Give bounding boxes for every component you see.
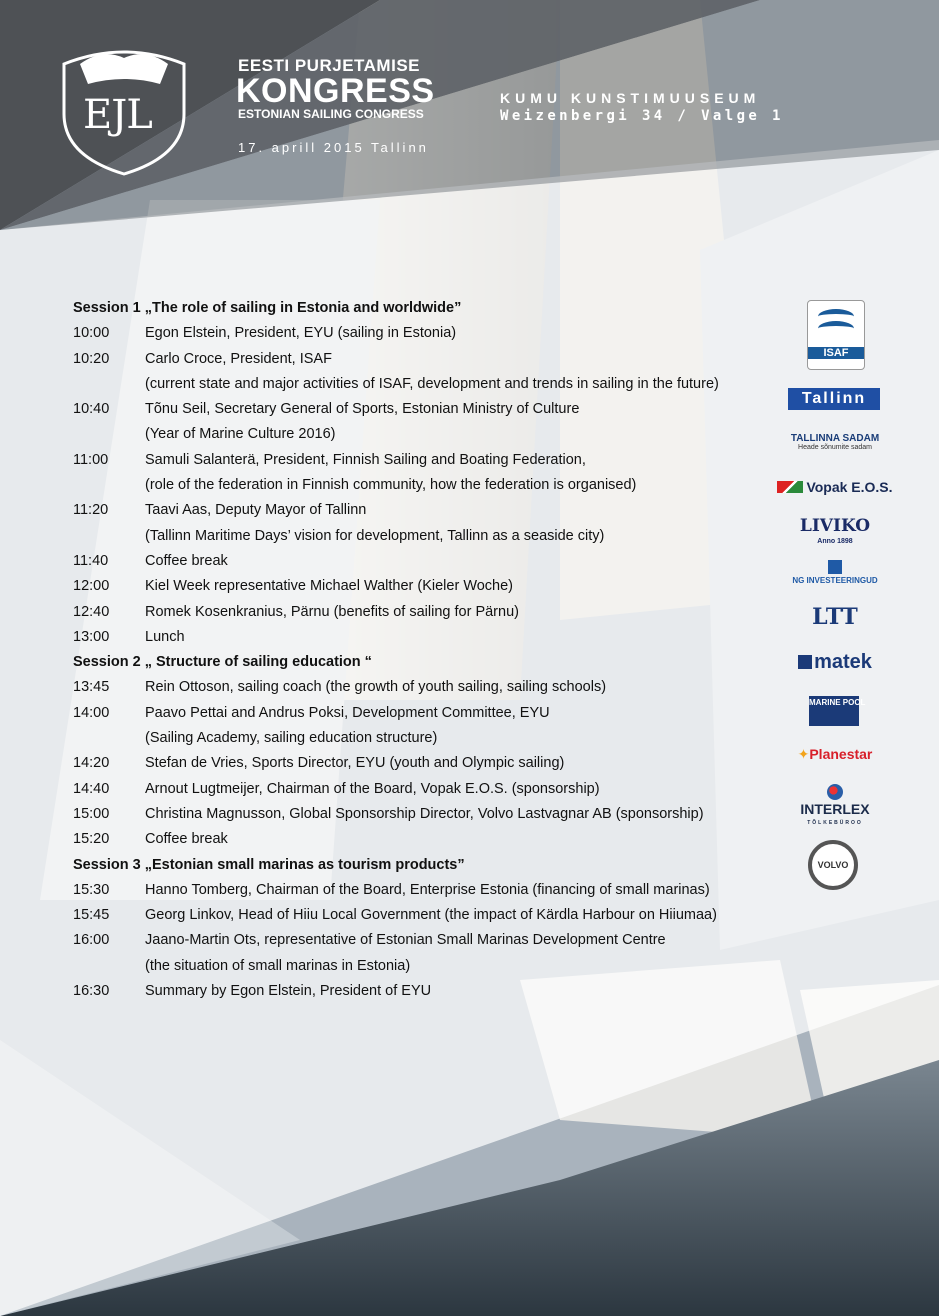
agenda-text: Lunch: [145, 628, 185, 645]
title-line-3: ESTONIAN SAILING CONGRESS: [238, 107, 424, 121]
planestar-label: Planestar: [809, 746, 873, 762]
agenda-time: 11:00: [73, 451, 109, 468]
agenda-item: [73, 498, 793, 523]
agenda-text: Christina Magnusson, Global Sponsorship Director, Volvo Lastvagnar AB (sponsorship): [145, 805, 704, 822]
agenda-text: Rein Ottoson, sailing coach (the growth of youth sailing, sailing schools): [145, 679, 607, 696]
agenda-item: [73, 726, 793, 751]
date-line: 17. aprill 2015 Tallinn: [238, 140, 429, 155]
ng-investeeringud-logo: [772, 560, 898, 585]
agenda-item: [73, 979, 793, 1004]
agenda-text: Stefan de Vries, Sports Director, EYU (youth and Olympic sailing): [145, 755, 565, 772]
agenda-time: 15:20: [73, 831, 110, 848]
planestar-logo: [772, 746, 898, 763]
matek-logo: [772, 652, 898, 672]
agenda-text: (Sailing Academy, sailing education structure): [145, 730, 438, 747]
agenda-text: Arnout Lugtmeijer, Chairman of the Board, Vopak E.O.S. (sponsorship): [145, 780, 600, 797]
title-line-2: KONGRESS: [236, 72, 435, 110]
agenda-item: [73, 372, 793, 397]
wave-icon: [818, 321, 854, 336]
session-title: Session 3 „Estonian small marinas as tourism products”: [73, 856, 465, 873]
session-heading: [73, 650, 793, 675]
matek-mark-icon: [798, 655, 812, 669]
agenda-text: Carlo Croce, President, ISAF: [145, 350, 332, 367]
agenda-time: 16:00: [73, 932, 110, 949]
agenda-text: Taavi Aas, Deputy Mayor of Tallinn: [145, 502, 367, 519]
liviko-label: LIVIKO: [799, 516, 871, 536]
agenda-time: 15:45: [73, 907, 110, 924]
liviko-logo: [772, 518, 898, 550]
agenda-list: [73, 296, 793, 1004]
matek-label: matek: [814, 651, 872, 673]
agenda-time: 13:45: [73, 679, 110, 696]
agenda-item: [73, 928, 793, 953]
agenda-item: [73, 473, 793, 498]
session-title: Session 1 „The role of sailing in Estonia and worldwide”: [73, 300, 462, 316]
agenda-text: Hanno Tomberg, Chairman of the Board, Enterprise Estonia (financing of small marinas): [145, 881, 710, 898]
vopak-logo: [772, 479, 898, 495]
agenda-item: [73, 878, 793, 903]
agenda-text: Tõnu Seil, Secretary General of Sports, Estonian Ministry of Culture: [145, 401, 580, 418]
agenda-item: [73, 701, 793, 726]
agenda-item: [73, 549, 793, 574]
agenda-item: [73, 625, 793, 650]
agenda-time: 12:40: [73, 603, 110, 620]
agenda-item: [73, 397, 793, 422]
session-heading: [73, 296, 793, 321]
venue-address: Weizenbergi 34 / Valge 1: [500, 108, 784, 124]
sadam-label: TALLINNA SADAM: [790, 433, 880, 444]
agenda-item: [73, 321, 793, 346]
agenda-text: Paavo Pettai and Andrus Poksi, Development Committee, EYU: [145, 704, 550, 721]
agenda-text: Summary by Egon Elstein, President of EYU: [145, 983, 432, 1000]
agenda-text: Jaano-Martin Ots, representative of Estonian Small Marinas Development Centre: [145, 932, 666, 949]
agenda-text: (Tallinn Maritime Days’ vision for development, Tallinn as a seaside city): [145, 527, 605, 544]
isaf-logo: [807, 300, 865, 370]
agenda-time: 14:40: [73, 780, 110, 797]
star-icon: ✦: [797, 746, 810, 762]
interlex-logo: [772, 784, 898, 830]
agenda-text: Coffee break: [145, 552, 228, 569]
ng-mark-icon: [828, 560, 842, 574]
vopak-flag-icon: [777, 481, 803, 493]
agenda-text: Samuli Salanterä, President, Finnish Sailing and Boating Federation,: [145, 451, 586, 468]
isaf-label: ISAF: [808, 347, 864, 359]
agenda-time: 12:00: [73, 578, 110, 595]
agenda-item: [73, 574, 793, 599]
agenda-time: 11:40: [73, 552, 109, 569]
agenda-text: (role of the federation in Finnish community, how the federation is organised): [145, 477, 637, 494]
sadam-tagline: Heade sõnumite sadam: [798, 444, 872, 451]
agenda-text: Romek Kosenkranius, Pärnu (benefits of sailing for Pärnu): [145, 603, 519, 620]
agenda-text: Egon Elstein, President, EYU (sailing in Estonia): [145, 325, 457, 342]
agenda-time: 14:00: [73, 704, 110, 721]
agenda-item: [73, 751, 793, 776]
agenda-item: [73, 675, 793, 700]
interlex-tagline: TÕLKEBÜROO: [807, 820, 863, 826]
agenda-item: [73, 600, 793, 625]
agenda-time: 11:20: [73, 502, 109, 519]
agenda-item: [73, 524, 793, 549]
crest-letters: EJL: [83, 92, 152, 138]
vopak-label: Vopak E.O.S.: [806, 479, 893, 495]
agenda-item: [73, 422, 793, 447]
agenda-item: [73, 903, 793, 928]
agenda-text: (the situation of small marinas in Estonia): [145, 957, 411, 974]
agenda-item: [73, 448, 793, 473]
agenda-item: [73, 827, 793, 852]
tallinn-logo: Tallinn: [788, 388, 880, 410]
agenda-text: (current state and major activities of ISAF, development and trends in sailing in the future): [145, 375, 719, 392]
tallinna-sadam-logo: [772, 433, 898, 451]
liviko-tagline: Anno 1898: [817, 538, 853, 545]
session-heading: [73, 853, 793, 878]
agenda-time: 15:00: [73, 805, 110, 822]
agenda-text: Kiel Week representative Michael Walther (Kieler Woche): [145, 578, 514, 595]
interlex-label: INTERLEX: [800, 801, 870, 817]
ng-label: NG INVESTEERINGUD: [792, 576, 878, 585]
agenda-item: [73, 347, 793, 372]
agenda-text: Coffee break: [145, 831, 228, 848]
header: [0, 0, 939, 230]
ltt-logo: LTT: [812, 604, 858, 630]
agenda-time: 10:00: [73, 325, 110, 342]
agenda-time: 14:20: [73, 755, 110, 772]
agenda-time: 15:30: [73, 881, 110, 898]
marine-pool-logo: MARINE POOL: [809, 696, 859, 726]
agenda-item: [73, 954, 793, 979]
title-line-1: EESTI PURJETAMISE: [238, 56, 420, 75]
agenda-item: [73, 802, 793, 827]
globe-icon: [827, 784, 843, 800]
agenda-time: 10:40: [73, 401, 110, 418]
agenda-time: 10:20: [73, 350, 110, 367]
agenda-time: 16:30: [73, 983, 110, 1000]
agenda-text: (Year of Marine Culture 2016): [145, 426, 336, 443]
agenda-item: [73, 777, 793, 802]
agenda-time: 13:00: [73, 628, 110, 645]
session-title: Session 2 „ Structure of sailing education “: [73, 654, 372, 671]
agenda-text: Georg Linkov, Head of Hiiu Local Government (the impact of Kärdla Harbour on Hiiumaa): [145, 907, 717, 924]
volvo-logo: VOLVO: [808, 840, 858, 890]
venue-name: KUMU KUNSTIMUUSEUM: [500, 90, 761, 106]
